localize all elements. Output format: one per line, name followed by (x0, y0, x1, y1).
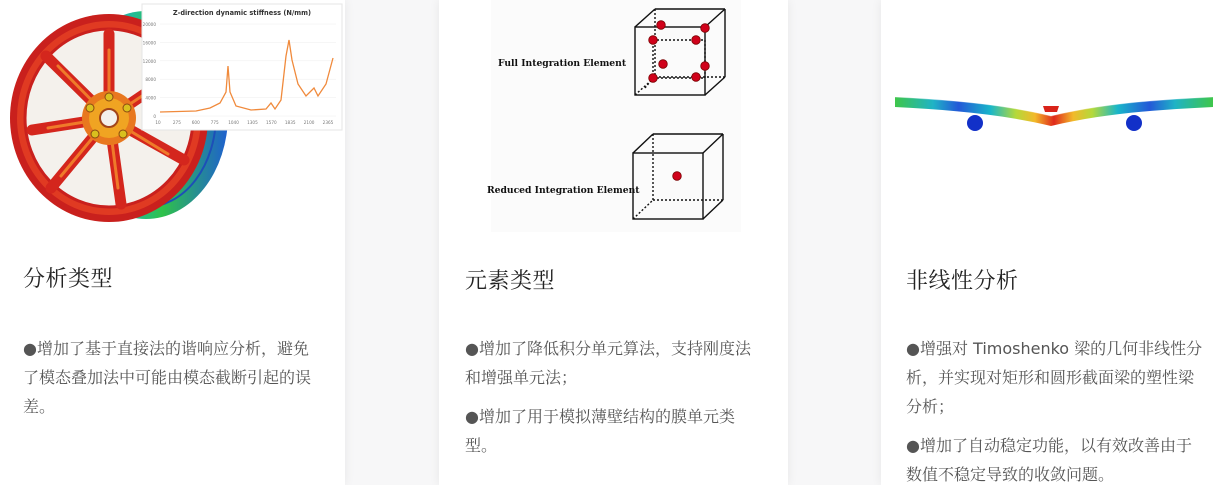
card-title: 分析类型 (23, 267, 114, 292)
integration-point (701, 62, 710, 71)
integration-point (673, 172, 682, 181)
x-tick-label: 1040 (228, 120, 239, 125)
integration-point (692, 36, 701, 45)
integration-point (657, 21, 666, 30)
integration-element-image (439, 0, 788, 232)
card-paragraph: ●增加了自动稳定功能，以有效改善由于数值不稳定导致的收敛问题。 (906, 436, 1192, 484)
x-tick-label: 1570 (265, 120, 277, 125)
beam-deformation-icon (895, 97, 1213, 131)
y-tick-label: 20000 (142, 22, 156, 27)
full-integration-label: Full Integration Element (498, 58, 627, 69)
card-body (906, 334, 1206, 485)
card-body (465, 334, 765, 470)
card-paragraph: ●增加了用于模拟薄壁结构的膜单元类型。 (465, 407, 735, 455)
integration-point (692, 73, 701, 82)
dynamic-stiffness-chart (142, 4, 342, 130)
card-title: 非线性分析 (906, 269, 1019, 294)
chart-title: Z-direction dynamic stiffness (N/mm) (172, 9, 312, 17)
y-tick-label: 8000 (145, 77, 156, 83)
y-tick-label: 0 (153, 114, 156, 119)
card-paragraph: ●增加了基于直接法的谐响应分析，避免了模态叠加法中可能由模态截断引起的误差。 (23, 339, 312, 416)
reduced-integration-label: Reduced Integration Element (487, 185, 640, 196)
card-paragraph: ●增强对 Timoshenko 梁的几何非线性分析，并实现对矩形和圆形截面梁的塑性梁分析； (906, 339, 1203, 416)
integration-point (701, 24, 710, 33)
card-paragraph: ●增加了降低积分单元算法，支持刚度法和增强单元法； (465, 339, 751, 387)
x-tick-label: 600 (191, 120, 200, 125)
x-tick-label: 1305 (247, 120, 258, 125)
y-tick-label: 16000 (142, 40, 156, 46)
integration-point (649, 74, 658, 83)
x-tick-label: 2365 (322, 120, 334, 125)
wheel-fea-image (0, 0, 345, 232)
integration-point (659, 60, 668, 69)
card-analysis-type (0, 0, 345, 485)
y-tick-label: 12000 (142, 58, 156, 64)
card-body (23, 334, 313, 431)
x-tick-label: 275 (172, 120, 181, 125)
integration-point (649, 36, 658, 45)
card-nonlinear-analysis (881, 0, 1219, 485)
x-tick-label: 1835 (284, 120, 296, 125)
y-tick-label: 4000 (145, 95, 156, 101)
card-title: 元素类型 (465, 269, 556, 294)
x-tick-label: 775 (210, 120, 219, 125)
x-tick-label: 10 (155, 120, 161, 125)
card-element-type (439, 0, 788, 485)
x-tick-label: 2100 (303, 120, 315, 125)
beam-deformation-image (881, 0, 1219, 232)
